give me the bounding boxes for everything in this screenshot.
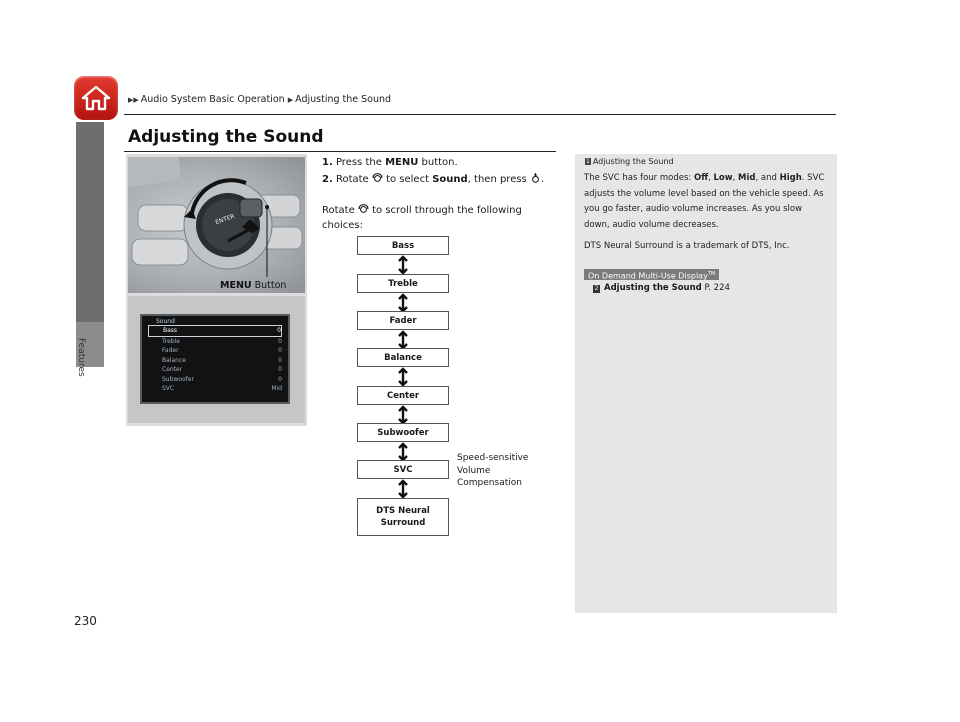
screen-row	[148, 365, 282, 375]
control-knob-illustration	[128, 157, 305, 293]
screen-row-label: Balance	[162, 356, 186, 364]
sound-menu-screen	[140, 314, 290, 404]
screen-row	[148, 375, 282, 385]
breadcrumb-item-1[interactable]: Audio System Basic Operation	[140, 94, 285, 105]
home-button[interactable]	[74, 76, 118, 120]
flow-item-balance: Balance	[357, 348, 449, 367]
notes-heading-text: Adjusting the Sound	[592, 157, 674, 166]
screen-row-value: Mid	[271, 385, 282, 392]
note-text: . SVC adjusts the volume level based on the vehicle speed. As you go faster, audio volume increases. As you slow down, audio volume decreases.	[584, 173, 825, 230]
svc-description: Speed-sensitive Volume Compensation	[457, 453, 529, 488]
step-number: 1.	[322, 157, 333, 168]
press-dial-icon	[530, 173, 541, 183]
chapter-tab	[76, 122, 104, 322]
breadcrumb-arrow-icon: ▶	[287, 96, 294, 104]
screen-row	[148, 384, 282, 394]
tag-text: On Demand Multi-Use Display	[588, 271, 708, 281]
flow-item-dts-neural-surround	[357, 498, 449, 536]
screen-row	[148, 337, 282, 347]
on-demand-display-tag	[584, 269, 719, 280]
double-arrow-icon	[396, 442, 410, 462]
step-text: Rotate	[335, 174, 369, 185]
step-text: Press the	[335, 157, 382, 168]
double-arrow-icon	[396, 405, 410, 425]
screen-row-label: Fader	[162, 347, 179, 354]
note-text: ,	[732, 173, 739, 183]
screen-row-label: Bass	[163, 327, 178, 334]
screen-row-label: Subwoofer	[162, 375, 194, 383]
title-rule	[124, 151, 556, 152]
step-keyword: Sound	[432, 174, 468, 185]
header-rule	[124, 114, 836, 115]
note-text: ,	[708, 173, 714, 183]
breadcrumb-arrow-icon: ▶▶	[128, 96, 139, 104]
xref-page: P. 224	[701, 283, 730, 293]
chapter-label: Features	[76, 338, 86, 377]
double-arrow-icon	[396, 367, 410, 387]
step-text: button.	[421, 157, 458, 168]
screen-row-value: 0	[278, 347, 282, 354]
screen-row-label: Treble	[162, 337, 180, 345]
screen-row	[148, 356, 282, 366]
mode-low: Low	[713, 173, 733, 183]
svc-modes-note	[584, 171, 829, 233]
note-text: The SVC has four modes:	[584, 173, 694, 183]
breadcrumb	[128, 94, 391, 105]
step-number: 2.	[322, 174, 333, 185]
menu-caption-rest: Button	[251, 280, 287, 291]
interface-dial-icon	[358, 204, 369, 214]
step-text: Rotate	[322, 205, 355, 216]
flow-item-line: Surround	[380, 518, 426, 528]
cross-reference-link[interactable]	[593, 283, 730, 293]
trademark-mark: TM	[707, 271, 716, 277]
dashboard-photo	[128, 157, 305, 293]
step-text: to select	[386, 174, 430, 185]
screen-row-label: Center	[162, 366, 183, 373]
interface-dial-icon	[372, 173, 383, 183]
note-number-badge: 1	[586, 158, 590, 165]
screen-row-label: SVC	[162, 385, 175, 392]
home-icon	[81, 84, 111, 112]
page-number: 230	[74, 614, 97, 628]
step-1	[322, 157, 458, 168]
screen-row-value: 0	[278, 366, 282, 373]
screen-row-value: 0	[278, 356, 282, 364]
mode-high: High	[779, 173, 802, 183]
screen-row-value: 0	[278, 375, 282, 383]
menu-caption-bold: MENU	[220, 280, 252, 291]
flow-item-center: Center	[357, 386, 449, 405]
double-arrow-icon	[396, 479, 410, 499]
double-arrow-icon	[396, 255, 410, 275]
screen-title: Sound	[156, 318, 175, 325]
flow-item-subwoofer: Subwoofer	[357, 423, 449, 442]
double-arrow-icon	[396, 293, 410, 313]
flow-item-line: DTS Neural	[376, 506, 430, 516]
xref-title[interactable]: Adjusting the Sound	[604, 283, 702, 293]
reference-icon: 2	[594, 285, 599, 292]
rotate-instruction	[322, 203, 552, 233]
step-text: to scroll through the following choices:	[322, 205, 522, 231]
breadcrumb-item-2[interactable]: Adjusting the Sound	[295, 94, 392, 105]
mode-off: Off	[693, 173, 709, 183]
screen-row-value: 0	[278, 337, 282, 345]
note-text: , and	[755, 173, 780, 183]
trademark-note: DTS Neural Surround is a trademark of DTS, Inc.	[584, 241, 790, 251]
svg-text:ENTER: ENTER	[214, 212, 236, 227]
screen-row-value: 0	[277, 327, 281, 334]
screen-row	[148, 325, 282, 337]
double-arrow-icon	[396, 330, 410, 350]
step-text: , then press	[467, 174, 527, 185]
screen-row	[148, 346, 282, 356]
page-title: Adjusting the Sound	[128, 127, 324, 147]
step-text: .	[540, 174, 545, 185]
step-2	[322, 173, 544, 185]
flow-item-svc: SVC	[357, 460, 449, 479]
step-keyword: MENU	[385, 157, 419, 168]
notes-heading	[585, 157, 674, 166]
menu-button-caption	[220, 280, 286, 291]
flow-item-bass: Bass	[357, 236, 449, 255]
mode-mid: Mid	[738, 173, 756, 183]
flow-item-treble: Treble	[357, 274, 449, 293]
flow-item-fader: Fader	[357, 311, 449, 330]
